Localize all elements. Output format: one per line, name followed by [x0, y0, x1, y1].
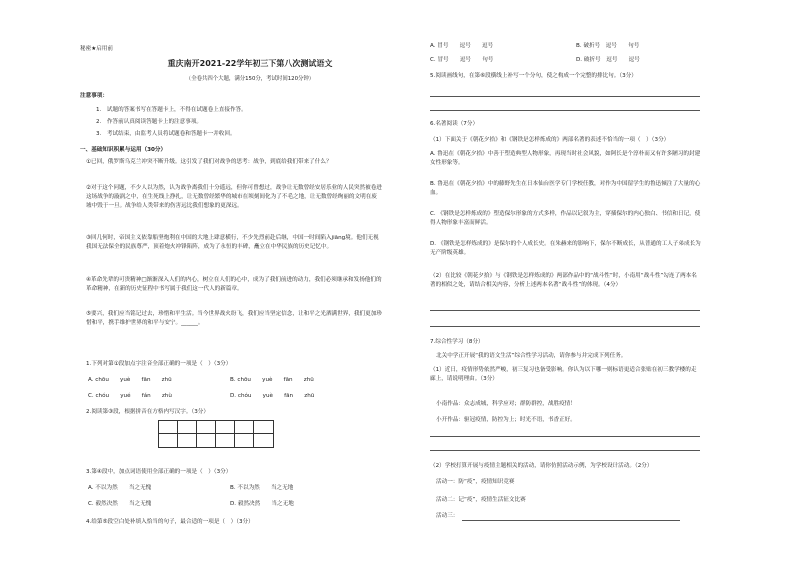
secret-label: 秘密★启用前 — [80, 46, 113, 52]
note-item: 1. 试题的答案书写在答题卡上，不得在试题卷上直接作答。 — [96, 107, 247, 113]
passage-paragraph: ②对于这个问题，不少人以为然，认为战争离我们十分遥远，但你可曾想过，战争让无数曾经安居乐业的人民突然被卷进这场战争的漩涡之中，在生死线上挣扎，让无数曾经繁华的城市在顷刻间化为了不毛之地，让无数曾经绚丽的文明在废墟中毁于一旦。战争给人类带来的伤害远比我们想象的更深远。 — [86, 185, 382, 210]
q4-option-c: C. 冒号 逗号 句号 — [430, 57, 494, 63]
question-7-1: （1）近日，疫情形势依然严峻，初三复习也备受影响。你认为以下哪一则标语更适合张贴在初三教学楼的走廊上，请说明理由。（3分） — [430, 367, 697, 383]
answer-line[interactable] — [430, 326, 700, 327]
q1-option-a: A. chōu yuè fān zhū — [88, 377, 172, 383]
answer-line[interactable] — [430, 110, 700, 111]
passage-paragraph: ⑤要兴，我们应当铭记过去，珍惜和平生活。当今世界战火纷飞，我们应当坚定信念，让和平之光洒满世界，我们更加珍惜和平，携手维护世界的和平与安宁。______。 — [86, 311, 382, 327]
slogan-b: 小开作品：驱冠疫情，防控为上；时光不语，书香正好。 — [436, 417, 576, 423]
activity-2: 活动二：记“疫”，疫情生活征文比赛 — [436, 497, 526, 503]
answer-line[interactable] — [430, 310, 700, 311]
activity-1: 活动一：防“疫”，疫情知识竞赛 — [436, 479, 515, 485]
q3-option-a: A. 不以为然 当之无愧 — [88, 485, 152, 491]
page-title: 重庆南开2021-22学年初三下第八次测试语文 — [167, 59, 333, 68]
activity-3: 活动三： — [436, 513, 459, 519]
question-5: 5.阅读画线句，在第⑥段横线上补写一个分句，使之构成一个完整的排比句。（3分） — [430, 73, 637, 79]
q4-option-b: B. 破折号 逗号 句号 — [576, 43, 640, 49]
q4-option-a: A. 冒号 逗号 逗号 — [430, 43, 494, 49]
section1-heading: 一、基础知识积累与运用（30分） — [80, 147, 167, 153]
question-2: 2.阅读第③段，根据拼音在方格内写汉字。（3分） — [86, 409, 209, 415]
passage-paragraph: ①已回，俄罗斯乌克兰冲突不断升级。这引发了我们对战争的思考：战争，到底给我们带来了什么？ — [86, 159, 332, 165]
q1-option-c: C. chóu yué fán zhù — [88, 393, 172, 399]
q6-option-d: D. 《钢铁是怎样炼成的》是保尔的个人成长史。在朱赫来的影响下，保尔不断成长，从普通的工人子弟成长为无产阶级英雄。 — [430, 241, 701, 257]
section7-intro: 北关中学正开展“我的语文生活”综合性学习活动，请你参与并完成下列任务。 — [436, 353, 627, 359]
section6-heading: 6.名著阅读（7分） — [430, 121, 479, 127]
question-7-2: （2）学校打算开展与疫情主题相关的活动，请你仿照活动示例，为学校设计活动。（2分） — [430, 463, 653, 469]
question-6-1: （1）下面关于《朝花夕拾》和《钢铁是怎样炼成的》两部名著的表述不恰当的一项（ ）（3分） — [430, 137, 670, 143]
section7-heading: 7.综合性学习（8分） — [430, 339, 484, 345]
q3-option-d: D. 毅然决然 当之无地 — [230, 501, 294, 507]
question-1: 1.下列对第①段加点字注音全部正确的一项是（ ）（3分） — [86, 361, 232, 367]
q1-option-d: D. chóu yuè fān zhū — [230, 393, 315, 399]
question-3: 3.第④段中，加点词语使用全部正确的一项是（ ）（3分） — [86, 469, 232, 475]
q3-option-c: C. 毅然决然 当之无愧 — [88, 501, 152, 507]
answer-line[interactable] — [430, 96, 700, 97]
q6-option-c: C. 《钢铁是怎样炼成的》塑造保尔形象的方式多样，作品以记叙为主，穿插保尔的内心独白、书信和日记，使得人物形象丰富而鲜活。 — [430, 211, 701, 227]
answer-line[interactable] — [462, 520, 680, 521]
answer-line[interactable] — [430, 450, 700, 451]
question-4: 4.给第⑤段空白处补填入恰当的句子，最合适的一项是（ ）（3分） — [86, 519, 254, 525]
answer-line[interactable] — [430, 436, 700, 437]
note-item: 3. 考试结束，由监考人员将试题卷和答题卡一并收回。 — [96, 131, 236, 137]
passage-paragraph: ④革命先辈的可贵精神□渐渐深入人们的内心，树立在人们的心中，成为了我们前进的动力，我们必须继承和发扬他们的革命精神，在新的历史征程中书写属于我们这一代人的新篇章。 — [86, 277, 382, 293]
passage-paragraph: ③回几何时，帝国主义依靠船坚炮利在中国的大地上肆意横行，不少先烈前赴后继，中国一时间陷入jiāng境。他们无视我国无法保全的民族尊严，顶着炮火冲锋陷阵，成为了永恒的丰碑，矗立在中华民族的历史记忆中。 — [86, 235, 379, 251]
notes-heading: 注意事项： — [80, 93, 108, 99]
q6-option-a: A. 鲁迅在《朝花夕拾》中善于塑造典型人物形象，再现当时社会风貌，如阿长是个淳朴而又有许多陋习的封建女性形象等。 — [430, 151, 701, 167]
slogan-a: 小南作品：众志成城，科学应对；群防群控，战胜疫情！ — [436, 401, 576, 407]
page-subtitle: （全卷共四个大题，满分150分，考试时间120分钟） — [185, 76, 315, 82]
note-item: 2. 作答前认真阅读答题卡上的注意事项。 — [96, 119, 203, 125]
answer-grid[interactable] — [158, 420, 274, 448]
question-6-2: （2）在比较《朝花夕拾》与《钢铁是怎样炼成的》两部作品中的“战斗性”时，小南用“战斗性”勾连了两本名著的相似之处，请结合相关内容，分析上述两本名著“战斗性”的体现。（4分） — [430, 273, 697, 289]
q1-option-b: B. chōu yuè fān zhū — [230, 377, 314, 383]
q3-option-b: B. 不以为然 当之无地 — [230, 485, 294, 491]
q6-option-b: B. 鲁迅在《朝花夕拾》中的藤野先生在日本仙台医学专门学校任教，对作为中国留学生的鲁迅倾注了大量的心血。 — [430, 181, 701, 197]
q4-option-d: D. 破折号 逗号 逗号 — [576, 57, 640, 63]
